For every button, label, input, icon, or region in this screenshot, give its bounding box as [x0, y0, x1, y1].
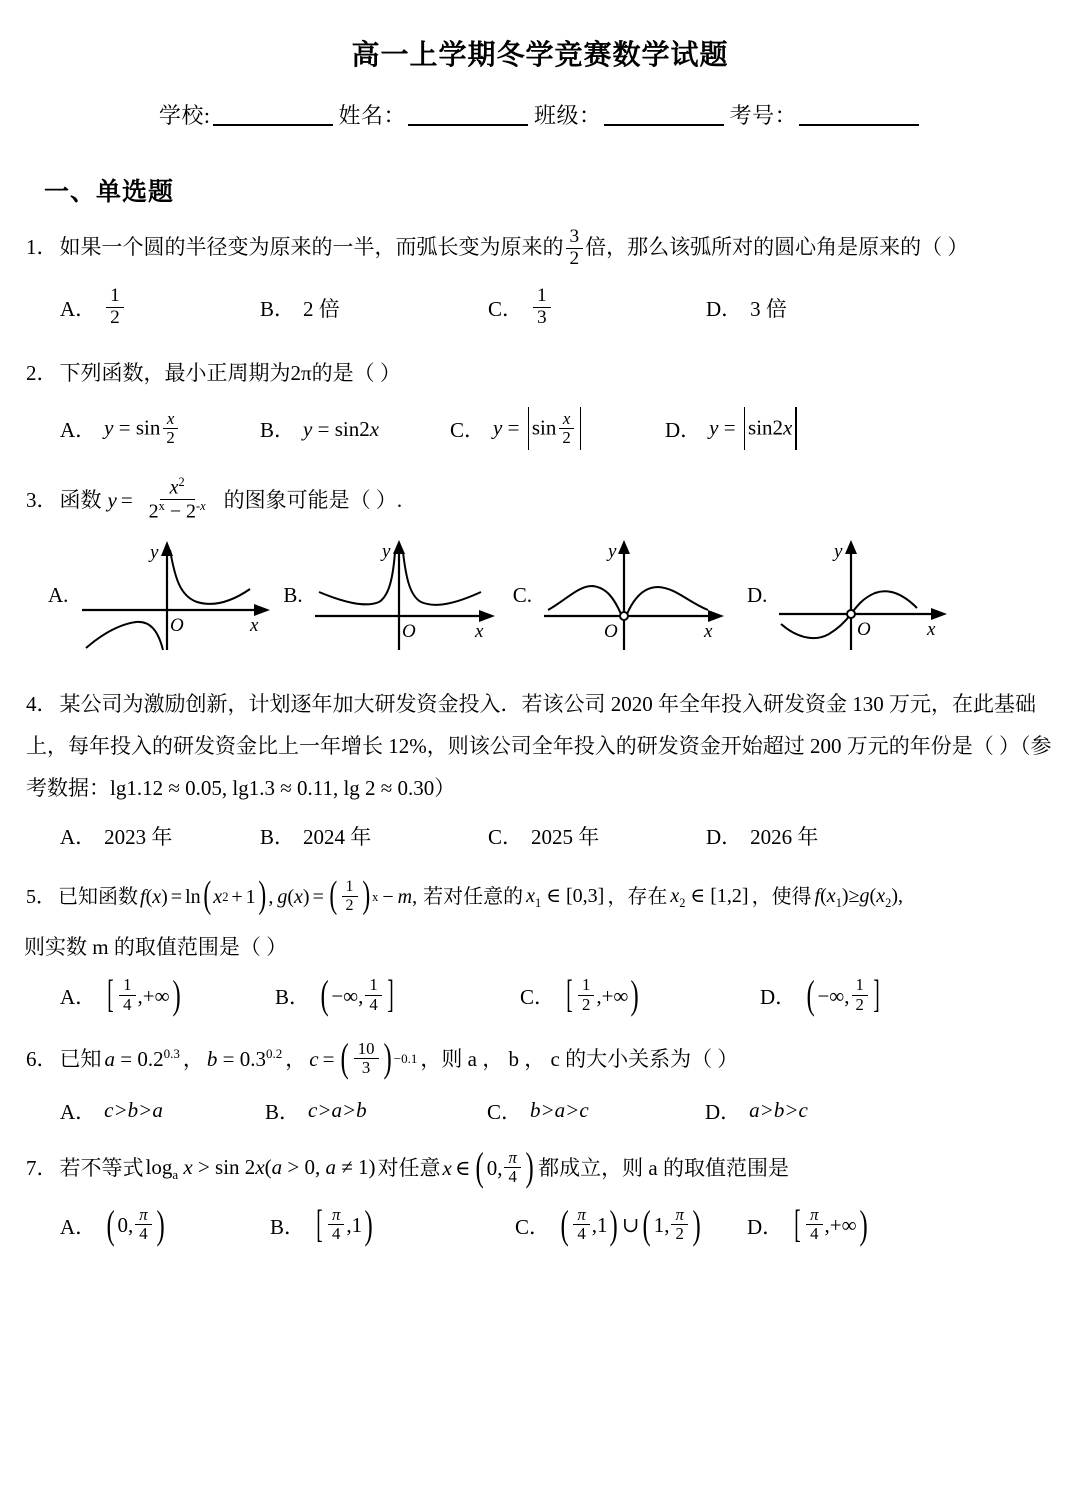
graph-b-origin-label: O — [401, 621, 416, 643]
question-5 — [0, 874, 1080, 1017]
question-5-stem-line2: 则实数 m 的取值范围是（ ） — [24, 934, 288, 959]
question-5-stem-c: ，存在 — [607, 885, 668, 908]
question-1 — [0, 228, 1080, 329]
question-2-option-c[interactable]: C． y = sin $\frac{x}{2}$ — [450, 408, 665, 451]
question-2-option-d[interactable]: D． y = sin2x — [665, 408, 800, 451]
question-3-option-c[interactable]: C. O x y — [513, 538, 741, 653]
question-3-graph-options — [48, 538, 1080, 653]
question-6-stem-b: ，则 a ， b ， c 的大小关系为（ ） — [420, 1047, 739, 1072]
question-4-option-b[interactable]: B． 2024 年 — [260, 821, 488, 851]
question-1-option-d[interactable]: D． 3 倍 — [706, 287, 787, 330]
question-3-number: 3． — [26, 488, 58, 513]
graph-d-origin-label: O — [857, 619, 872, 641]
field-label-school: 学校: — [158, 103, 211, 128]
question-6-c-value: c = ( $\frac{10}{3}$ ) −0.1 — [309, 1034, 418, 1080]
student-info-line — [0, 99, 1080, 130]
question-7-option-d[interactable]: D． [ $\frac{\pi}{4}$ ,+∞ ) — [747, 1207, 870, 1244]
question-7-number: 7． — [26, 1156, 58, 1181]
question-5-inequality: $f(x_1)\ge g(x_2)$, — [814, 885, 903, 910]
question-6-option-a[interactable]: A． c>b>a — [60, 1098, 163, 1124]
question-6-options — [60, 1096, 1080, 1126]
question-5-stem-d: ，使得 — [751, 885, 812, 908]
question-6-option-b[interactable]: B． c>a>b — [265, 1098, 367, 1124]
option-d-interval: [ $\frac{\pi}{4}$ ,+∞ ) — [794, 1201, 868, 1247]
question-6-option-d[interactable]: D． a>b>c — [705, 1098, 808, 1124]
question-5-stem-line1 — [26, 874, 1054, 917]
question-1-options — [60, 284, 1080, 330]
question-5-x2-range: $x_2$ ∈ [1,2] — [670, 885, 749, 910]
question-4-options — [60, 821, 1080, 851]
question-5-option-d[interactable]: D． ( −∞, $\frac{1}{2}$ ] — [760, 977, 883, 1014]
question-4-number: 4． — [26, 692, 58, 717]
question-4-option-d[interactable]: D． 2026 年 — [706, 821, 818, 851]
option-a-text: 2023 年 — [104, 825, 173, 850]
option-c-text: b>a>c — [530, 1098, 589, 1123]
graph-a — [72, 538, 277, 653]
question-6-a-value: $a = 0.2^{0.3}$ — [104, 1046, 180, 1072]
graph-b-y-label: y — [381, 541, 391, 563]
question-6-stem: 6． 已知 $a = 0.2^{0.3}$ ， $b = 0.3^{0.2}$ ， c = ( $\frac{10}{3}$ ) −0.1 ，则 a ， b ， c 的大小关系为（ ） — [26, 1034, 739, 1080]
question-4-option-a[interactable]: A． 2023 年 — [60, 821, 260, 851]
graph-d-x-label: x — [927, 619, 936, 641]
option-b-interval: ( −∞, $\frac{1}{4}$ ] — [320, 971, 394, 1017]
graph-c-y-label: y — [607, 541, 617, 563]
question-1-stem-part1: 如果一个圆的半径变为原来的一半，而弧长变为原来的 — [59, 235, 564, 260]
question-7-options — [60, 1201, 1080, 1247]
question-3-expression: y = $\frac{x^2}{2^x - 2^{-x}}$ — [107, 474, 206, 523]
question-5-option-c[interactable]: C． [ $\frac{1}{2}$ ,+∞ ) — [520, 977, 760, 1014]
exam-page — [0, 33, 1080, 1490]
question-5-f-expression: f ( x ) = ln ( x 2 + 1 ) , — [140, 874, 274, 917]
question-5-stem-b: 若对任意的 — [423, 885, 524, 908]
graph-d-y-label: y — [834, 541, 843, 563]
question-6-option-c[interactable]: C． b>a>c — [487, 1098, 589, 1124]
question-1-option-b[interactable]: B． 2 倍 — [260, 287, 488, 330]
question-7-option-b[interactable]: B． [ $\frac{\pi}{4}$ ,1 ) — [270, 1207, 515, 1244]
question-7-option-c[interactable]: C． ( $\frac{\pi}{4}$ ,1 ) ∪ ( 1, $\frac{\pi}{2}$ ) — [515, 1207, 747, 1244]
option-b-interval: [ $\frac{\pi}{4}$ ,1 ) — [316, 1201, 373, 1247]
option-d-text: a>b>c — [749, 1098, 808, 1123]
question-3-option-d[interactable]: D. O x y — [747, 538, 971, 653]
graph-b — [307, 538, 507, 653]
question-5-g-expression: g ( x ) = ( $\frac{1}{2}$ ) x − m , — [277, 874, 418, 917]
question-2-stem-text: 下列函数，最小正周期为2π的是（ ） — [59, 361, 401, 386]
question-5-stem-a: 已知函数 — [58, 885, 138, 908]
option-a-interval: [ $\frac{1}{4}$ ,+∞ ) — [107, 971, 181, 1017]
graph-a-x-label: x — [250, 615, 259, 637]
question-5-option-b[interactable]: B． ( −∞, $\frac{1}{4}$ ] — [275, 977, 520, 1014]
option-a-fraction: $\frac{1}{2}$ — [106, 286, 124, 329]
question-1-option-c[interactable]: C． $\frac{1}{3}$ — [488, 287, 706, 330]
question-3-stem-part2: 的图象可能是（ ）. — [223, 488, 403, 513]
question-6 — [0, 1034, 1080, 1126]
question-1-option-a[interactable]: A． $\frac{1}{2}$ — [60, 287, 260, 330]
option-b-expression: y = sin2x — [303, 416, 380, 441]
question-4-stem-text: 某公司为激励创新，计划逐年加大研发资金投入．若该公司 2020 年全年投入研发资金 130 万元，在此基础上，每年投入的研发资金比上一年增长 12%，则该公司全年投入的研发资金开始超过 200 万元的年份是（ ）（参考数据：lg1.12 ≈ 0.05, lg1.3 ≈ 0.11, lg 2 ≈ 0.30） — [26, 692, 1052, 801]
field-label-class: 班级： — [534, 103, 602, 128]
option-b-text: c>a>b — [308, 1098, 367, 1123]
question-1-number: 1． — [26, 235, 58, 260]
option-a-interval: ( 0, $\frac{\pi}{4}$ ) — [106, 1201, 165, 1247]
graph-c-x-label: x — [703, 621, 713, 643]
question-2-options — [60, 408, 1080, 451]
question-1-stem — [26, 228, 1054, 271]
graph-a-origin-label: O — [170, 615, 185, 637]
graph-d — [771, 538, 971, 653]
question-5-options — [60, 971, 1080, 1017]
question-2-number: 2． — [26, 361, 58, 386]
question-7-stem-c: 都成立，则 a 的取值范围是 — [538, 1156, 789, 1181]
option-a-expression: y = sin $\frac{x}{2}$ — [104, 411, 181, 448]
question-4 — [0, 683, 1080, 851]
question-2 — [0, 357, 1080, 451]
question-5-option-a[interactable]: A． [ $\frac{1}{4}$ ,+∞ ) — [60, 977, 275, 1014]
question-2-stem — [26, 357, 1054, 390]
question-7-stem-a: 若不等式 — [59, 1156, 144, 1181]
question-3-stem-part1: 函数 — [59, 488, 102, 513]
question-3-option-a[interactable]: A. O x y — [48, 538, 277, 653]
graph-a-y-label: y — [150, 542, 159, 564]
question-2-option-b[interactable]: B． y = sin2x — [260, 416, 380, 443]
question-7-stem-b: 对任意 — [377, 1156, 441, 1181]
question-5-number: 5． — [26, 885, 56, 908]
section-heading-multiple-choice: 一、单选题 — [44, 179, 175, 206]
option-a-text: c>b>a — [104, 1098, 163, 1123]
option-d-expression: y = sin2x — [709, 408, 799, 451]
graph-b-x-label: x — [474, 621, 484, 643]
field-blank-school[interactable] — [213, 124, 333, 126]
option-c-interval: [ $\frac{1}{2}$ ,+∞ ) — [566, 971, 640, 1017]
graph-c — [536, 538, 741, 653]
question-3 — [0, 474, 1080, 653]
option-c-interval: ( $\frac{\pi}{4}$ ,1 ) ∪ ( 1, $\frac{\pi}{2}$ ) — [560, 1201, 701, 1247]
question-4-stem — [26, 683, 1056, 809]
option-d-text: 3 倍 — [750, 297, 787, 322]
option-d-interval: ( −∞, $\frac{1}{2}$ ] — [806, 971, 880, 1017]
question-7 — [0, 1144, 1080, 1247]
option-b-text: 2024 年 — [303, 825, 372, 850]
option-b-text: 2 倍 — [303, 297, 340, 322]
question-5-x1-range: $x_1$ ∈ [0,3] — [526, 885, 605, 910]
question-3-stem — [26, 474, 1054, 524]
field-blank-class[interactable] — [604, 124, 724, 126]
question-3-option-b[interactable]: B. O x y — [283, 538, 506, 653]
question-7-inequality: $\log_a x > \sin 2x(a > 0$, a ≠ 1) — [145, 1155, 376, 1183]
field-blank-name[interactable] — [408, 124, 528, 126]
page-title: 高一上学期冬学竞赛数学试题 — [351, 40, 729, 71]
question-7-range: x ∈ ( 0, $\frac{\pi}{4}$ ) — [442, 1144, 534, 1190]
question-7-stem — [26, 1144, 1054, 1190]
question-6-stem-a: 已知 — [59, 1047, 102, 1072]
option-d-text: 2026 年 — [750, 825, 819, 850]
question-1-stem-part2: 倍，那么该弧所对的圆心角是原来的（ ） — [585, 235, 969, 260]
question-1-fraction: $\frac{3}{2}$ — [566, 227, 584, 270]
option-c-fraction: $\frac{1}{3}$ — [533, 286, 551, 329]
question-6-number: 6． — [26, 1047, 58, 1072]
field-label-exam-number: 考号： — [729, 103, 798, 128]
question-4-option-c[interactable]: C． 2025 年 — [488, 821, 706, 851]
question-7-option-a[interactable]: A． ( 0, $\frac{\pi}{4}$ ) — [60, 1207, 270, 1244]
graph-c-origin-label: O — [603, 621, 618, 643]
field-label-name: 姓名： — [338, 103, 407, 128]
option-c-text: 2025 年 — [531, 825, 600, 850]
field-blank-exam-number[interactable] — [799, 124, 919, 126]
question-6-b-value: $b = 0.3^{0.2}$ — [206, 1046, 283, 1072]
option-c-expression: y = sin $\frac{x}{2}$ — [493, 408, 584, 451]
question-2-option-a[interactable]: A． y = sin $\frac{x}{2}$ — [60, 411, 260, 448]
